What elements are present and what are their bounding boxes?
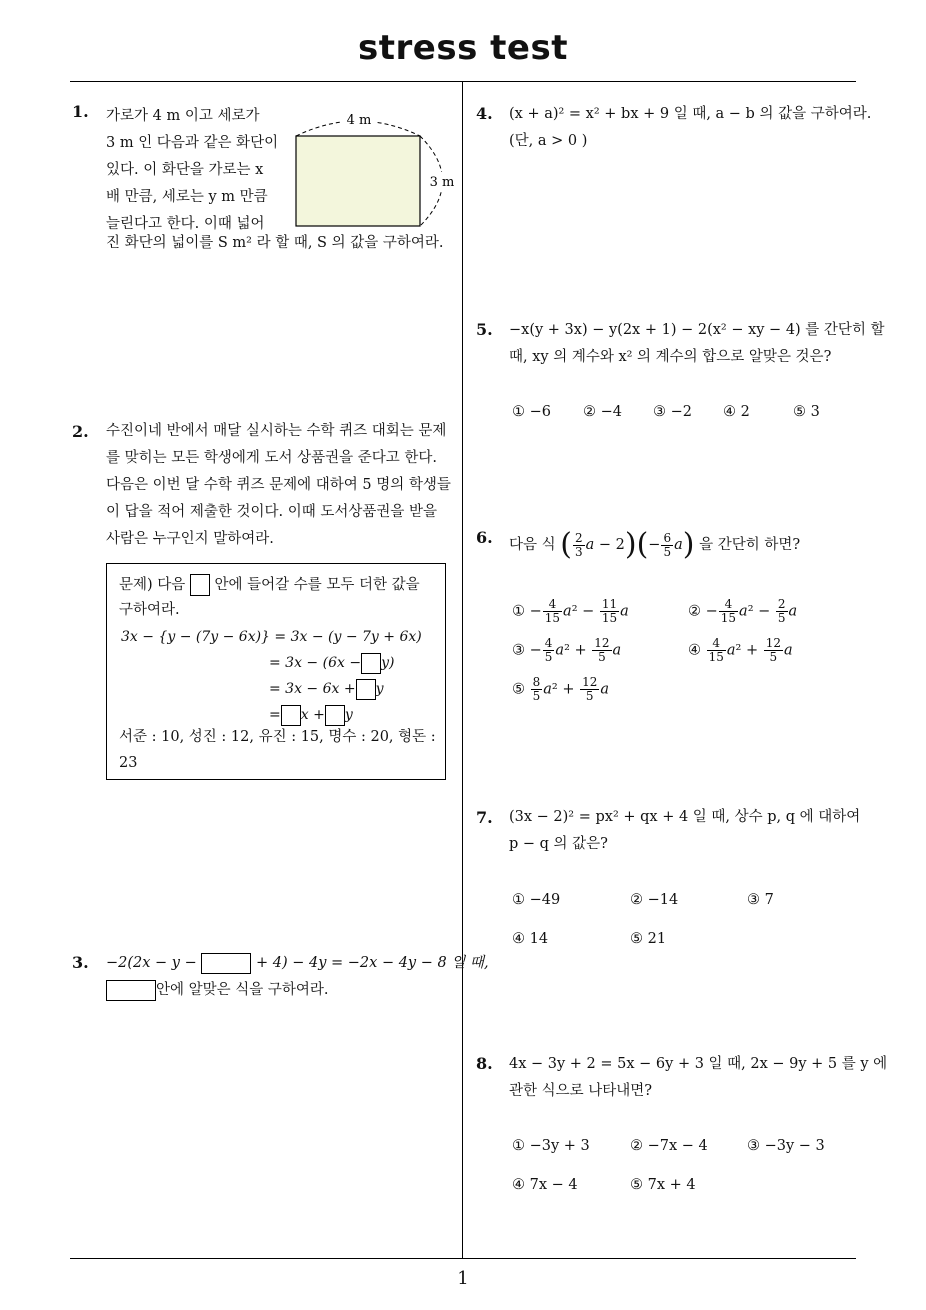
question-number: 1. (72, 102, 89, 121)
student-answers-cont: 23 (119, 755, 138, 771)
option-1[interactable]: ① −3y + 3 (512, 1138, 590, 1154)
answer-blank (106, 980, 156, 1001)
option-1[interactable]: ① −6 (512, 404, 551, 420)
option-1[interactable]: ① − $\frac{4}{15}$ a² − $\frac{11}{15}$ a (512, 597, 629, 625)
option-2[interactable]: ② −14 (630, 892, 679, 908)
question-text: 수진이네 반에서 매달 실시하는 수학 퀴즈 대회는 문제 를 맞히는 모든 학생에게 도서 상품권을 준다고 한다. 다음은 이번 달 수학 퀴즈 문제에 대하여 5 명의 학생들 이 답을 적어 제출한 것이다. 이때 도서상품권을 받을 사람은 누구인지 말하여라. (106, 423, 451, 547)
answer-blank (190, 574, 210, 596)
question-text: −x(y + 3x) − y(2x + 1) − 2(x² − xy − 4) 를 간단히 할 때, xy 의 계수와 x² 의 계수의 합으로 알맞은 것은? (509, 322, 885, 365)
equation-line: = 3x − 6x + y (269, 676, 384, 703)
height-label: 3 m (429, 175, 455, 190)
problem-box: 문제) 다음 안에 들어갈 수를 모두 더한 값을 구하여라. 3x − {y − (7y − 6x)} = 3x − (y − 7y + 6x) = 3x − (6x − y) = 3x − 6x + y = x + y 서준 : 10, 성진 : 12, 유진 : 15, 명수 : 20, 형돈 : 23 (106, 563, 446, 780)
question-text-line2: 안에 알맞은 식을 구하여라. (106, 977, 329, 1004)
answer-blank (361, 653, 381, 674)
top-rule (70, 81, 856, 82)
question-number: 5. (476, 320, 493, 339)
question-number: 6. (476, 528, 493, 547)
flower-bed-rect (296, 136, 420, 226)
flower-bed-figure (290, 108, 460, 238)
student-answers: 서준 : 10, 성진 : 12, 유진 : 15, 명수 : 20, 형돈 : (119, 729, 436, 745)
option-4[interactable]: ④ $\frac{4}{15}$ a² + $\frac{12}{5}$ a (688, 636, 793, 664)
option-5[interactable]: ⑤ 3 (793, 404, 820, 420)
option-3[interactable]: ③ −3y − 3 (747, 1138, 825, 1154)
question-number: 8. (476, 1054, 493, 1073)
question-number: 2. (72, 422, 89, 441)
question-text: (3x − 2)² = px² + qx + 4 일 때, 상수 p, q 에 대하여 p − q 의 값은? (509, 809, 861, 852)
equation-line: = x + y (269, 702, 353, 729)
option-3[interactable]: ③ 7 (747, 892, 774, 908)
page-number: 1 (457, 1268, 469, 1289)
option-5[interactable]: ⑤ 21 (630, 931, 667, 947)
answer-blank (325, 705, 345, 726)
question-text: 가로가 4 m 이고 세로가 3 m 인 다음과 같은 화단이 있다. 이 화단을 가로는 x 배 만큼, 세로는 y m 만큼 늘린다고 한다. 이때 넓어 (106, 108, 279, 232)
equation-line: 3x − {y − (7y − 6x)} = 3x − (y − 7y + 6x) (121, 629, 422, 645)
question-number: 7. (476, 808, 493, 827)
option-2[interactable]: ② −4 (583, 404, 622, 420)
option-5[interactable]: ⑤ $\frac{8}{5}$ a² + $\frac{12}{5}$ a (512, 675, 610, 703)
answer-blank (281, 705, 301, 726)
question-text: 4x − 3y + 2 = 5x − 6y + 3 일 때, 2x − 9y + 5 를 y 에 관한 식으로 나타내면? (509, 1056, 888, 1099)
option-5[interactable]: ⑤ 7x + 4 (630, 1177, 696, 1193)
option-3[interactable]: ③ − $\frac{4}{5}$ a² + $\frac{12}{5}$ a (512, 636, 622, 664)
question-text-last-line: 진 화단의 넓이를 S m² 라 할 때, S 의 값을 구하여라. (106, 235, 444, 251)
option-1[interactable]: ① −49 (512, 892, 561, 908)
option-4[interactable]: ④ 7x − 4 (512, 1177, 578, 1193)
question-text: −2(2x − y − + 4) − 4y = −2x − 4y − 8 일 때, (106, 950, 489, 977)
answer-blank (356, 679, 376, 700)
bottom-rule (70, 1258, 856, 1259)
question-text: (x + a)² = x² + bx + 9 일 때, a − b 의 값을 구하여라. (단, a > 0 ) (509, 106, 872, 149)
answer-blank (201, 953, 251, 974)
option-2[interactable]: ② − $\frac{4}{15}$ a² − $\frac{2}{5}$ a (688, 597, 798, 625)
option-4[interactable]: ④ 14 (512, 931, 549, 947)
equation-line: = 3x − (6x − y) (269, 650, 394, 677)
option-4[interactable]: ④ 2 (723, 404, 750, 420)
option-2[interactable]: ② −7x − 4 (630, 1138, 708, 1154)
question-number: 3. (72, 953, 89, 972)
width-label: 4 m (346, 113, 372, 128)
column-divider (462, 82, 463, 1258)
page-title: stress test (358, 28, 568, 68)
option-3[interactable]: ③ −2 (653, 404, 692, 420)
question-text: 다음 식 ( $\frac{2}{3}$ a − 2)(− $\frac{6}{5}$ a) 을 간단히 하면? (509, 527, 801, 562)
question-number: 4. (476, 104, 493, 123)
